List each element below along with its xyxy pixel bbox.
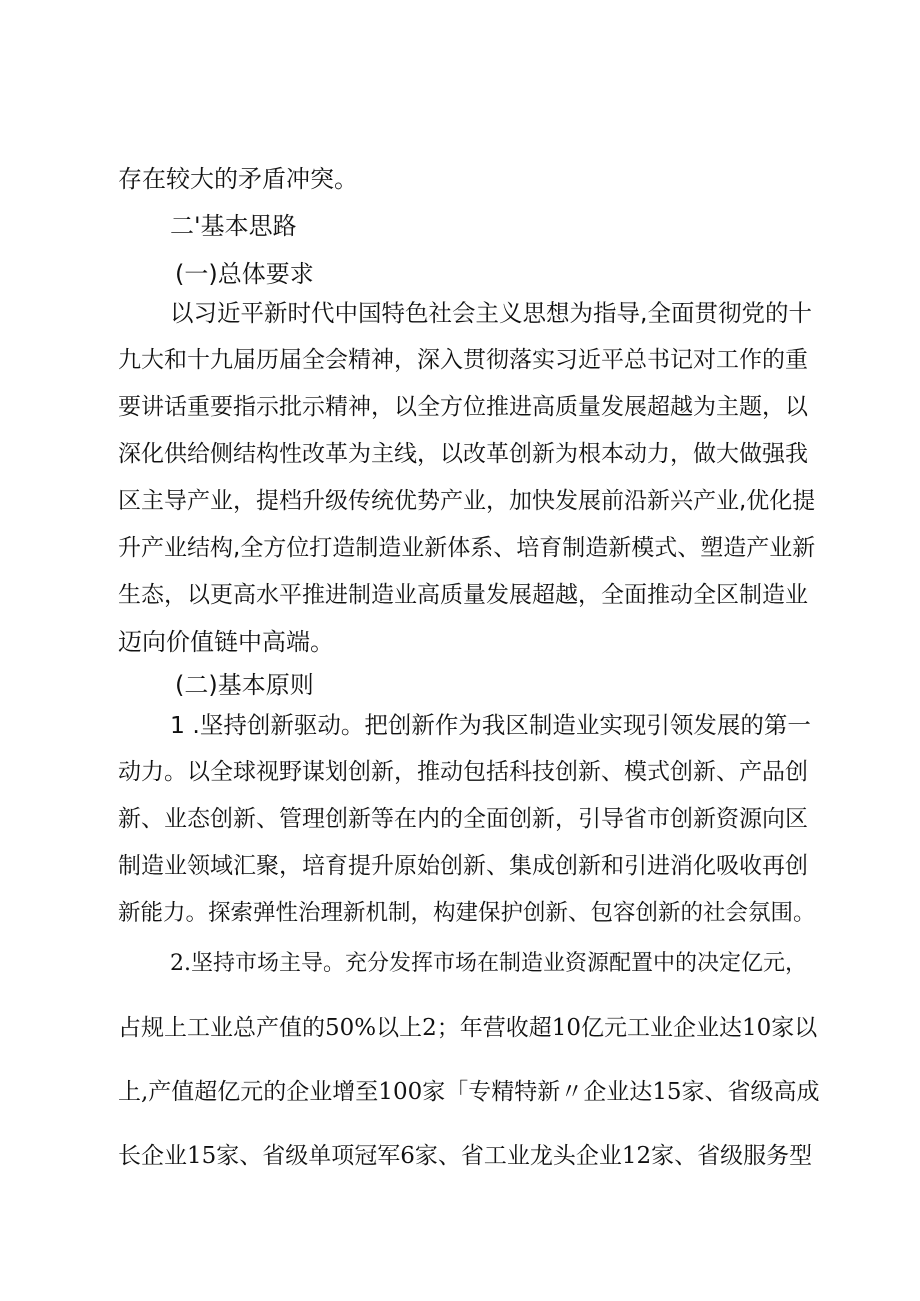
body-text-line: 升产业结构,全方位打造制造业新体系、培育制造新模式、塑造产业新 [118,535,816,561]
body-text-line: 动力。以全球视野谋划创新，推动包括科技创新、模式创新、产品创 [118,759,808,785]
body-text-line: 新、业态创新、管理创新等在内的全面创新，引导省市创新资源向区 [118,806,808,832]
body-text-line: 区主导产业，提档升级传统优势产业，加快发展前沿新兴产业,优化提 [118,488,816,514]
body-text-line: 上,产值超亿元的企业增至100家「专精特新〃企业达15家、省级高成 [118,1079,820,1105]
body-text-line: 深化供给侧结构性改革为主线，以改革创新为根本动力，做大做强我 [118,441,808,467]
body-text-line: 占规上工业总产值的50%以上2；年营收超10亿元工业企业达10家以 [118,1015,818,1041]
body-text-line: 迈向价值链中高端。 [118,628,334,656]
body-text-line: 制造业领域汇聚，培育提升原始创新、集成创新和引进消化吸收再创 [118,853,808,879]
body-text-line: 1 .坚持创新驱动。把创新作为我区制造业实现引领发展的第一 [170,711,811,739]
section-heading: 二'基本思路 [170,212,297,240]
body-text-line: 新能力。探索弹性治理新机制，构建保护创新、包容创新的社会氛围。 [118,900,816,926]
body-text-line: 要讲话重要指示批示精神，以全方位推进高质量发展超越为主题，以 [118,394,808,420]
subsection-heading: (一)总体要求 [175,260,314,288]
body-text-line: 存在较大的矛盾冲突。 [118,165,358,193]
subsection-heading: (二)基本原则 [175,671,314,699]
body-text-line: 长企业15家、省级单项冠军6家、省工业龙头企业12家、省级服务型 [118,1143,813,1169]
body-text-line: 以习近平新时代中国特色社会主义思想为指导,全面贯彻党的十 [170,299,812,327]
body-text-line: 生态，以更高水平推进制造业高质量发展超越，全面推动全区制造业 [118,582,808,608]
body-text-line: 九大和十九届历届全会精神，深入贯彻落实习近平总书记对工作的重 [118,347,808,373]
body-text-line: 2.坚持市场主导。充分发挥市场在制造业资源配置中的决定亿元， [170,951,807,976]
